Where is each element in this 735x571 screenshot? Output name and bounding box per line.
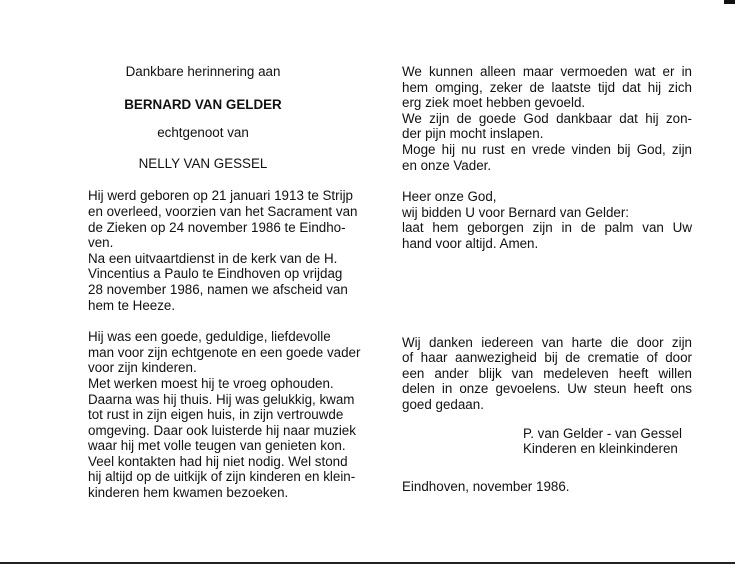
text-line: en onze Vader. <box>402 157 492 173</box>
relation-text: echtgenoot van <box>157 125 249 141</box>
left-column <box>88 64 361 501</box>
place-date: Eindhoven, november 1986. <box>402 478 570 494</box>
text-line: Moge hij nu rust en vrede vinden bij God, zijn <box>402 141 692 157</box>
text-line: ven. <box>88 235 114 251</box>
text-line: We zijn de goede God dankbaar dat hij zon- <box>402 110 692 126</box>
biography-paragraph <box>88 188 358 313</box>
text-line: 28 november 1986, namen we afscheid van <box>88 281 348 297</box>
deceased-name: BERNARD VAN GELDER <box>124 96 282 112</box>
corner-mark <box>724 0 735 4</box>
text-line: waar hij met volle teugen van genieten kon. <box>88 438 346 454</box>
signature-line: P. van Gelder - van Gessel <box>523 425 683 441</box>
text-line: Veel kontakten had hij niet nodig. Wel stond <box>88 453 348 469</box>
reflection-paragraph <box>402 64 692 173</box>
text-line: tot rust in zijn eigen huis, in zijn vertrouwde <box>88 407 344 423</box>
text-line: omgeving. Daar ook luisterde hij naar muziek <box>88 422 356 438</box>
text-line: hij altijd op de uitkijk of zijn kinderen en klein- <box>88 469 356 485</box>
text-line: hem omging, zeker de laatste tijd dat hij zich <box>402 79 692 95</box>
text-line: een ander blijk van medeleven heeft willen <box>402 365 692 381</box>
text-line: erg ziek moet hebben gevoeld. <box>402 95 586 111</box>
right-column <box>402 64 692 494</box>
text-line: goed gedaan. <box>402 396 484 412</box>
prayer-paragraph <box>402 189 692 251</box>
text-line: hem te Heeze. <box>88 297 176 313</box>
text-line: Hij werd geboren op 21 januari 1913 te Strijp <box>88 188 354 204</box>
text-line: man voor zijn echtgenote en een goede vader <box>88 344 361 360</box>
text-line: delen in onze gevoelens. Uw steun heeft ons <box>402 381 692 397</box>
text-line: Na een uitvaartdienst in de kerk van de H. <box>88 250 338 266</box>
text-line: Wij danken iedereen van harte die door zijn <box>402 334 692 350</box>
text-line: We kunnen alleen maar vermoeden wat er in <box>402 64 692 79</box>
text-line: Hij was een goede, geduldige, liefdevolle <box>88 329 331 345</box>
text-line: of haar aanwezigheid bij de crematie of door <box>402 350 692 366</box>
thanks-paragraph <box>402 335 692 413</box>
text-line: Vincentius a Paulo te Eindhoven op vrijdag <box>88 266 343 282</box>
text-line: Daarna was hij thuis. Hij was gelukkig, kwam <box>88 391 355 407</box>
text-line: kinderen hem kwamen bezoeken. <box>88 485 289 501</box>
text-line: laat hem geborgen zijn in de palm van Uw <box>402 220 692 236</box>
text-line: wij bidden U voor Bernard van Gelder: <box>402 204 630 220</box>
text-line: Met werken moest hij te vroeg ophouden. <box>88 375 334 391</box>
text-line: Heer onze God, <box>402 189 497 205</box>
text-line: der pijn mocht inslapen. <box>402 126 544 142</box>
text-line: voor zijn kinderen. <box>88 360 197 376</box>
text-line: en overleed, voorzien van het Sacrament van <box>88 203 358 219</box>
signature-block <box>402 426 692 457</box>
bottom-border-line <box>0 562 735 564</box>
spouse-name: NELLY VAN GESSEL <box>138 155 268 171</box>
text-line: de Zieken op 24 november 1986 te Eindho- <box>88 219 346 235</box>
text-line: hand voor altijd. Amen. <box>402 235 539 251</box>
character-paragraph <box>88 329 361 501</box>
signature-line: Kinderen en kleinkinderen <box>523 441 678 457</box>
intro-text: Dankbare herinnering aan <box>125 64 281 79</box>
